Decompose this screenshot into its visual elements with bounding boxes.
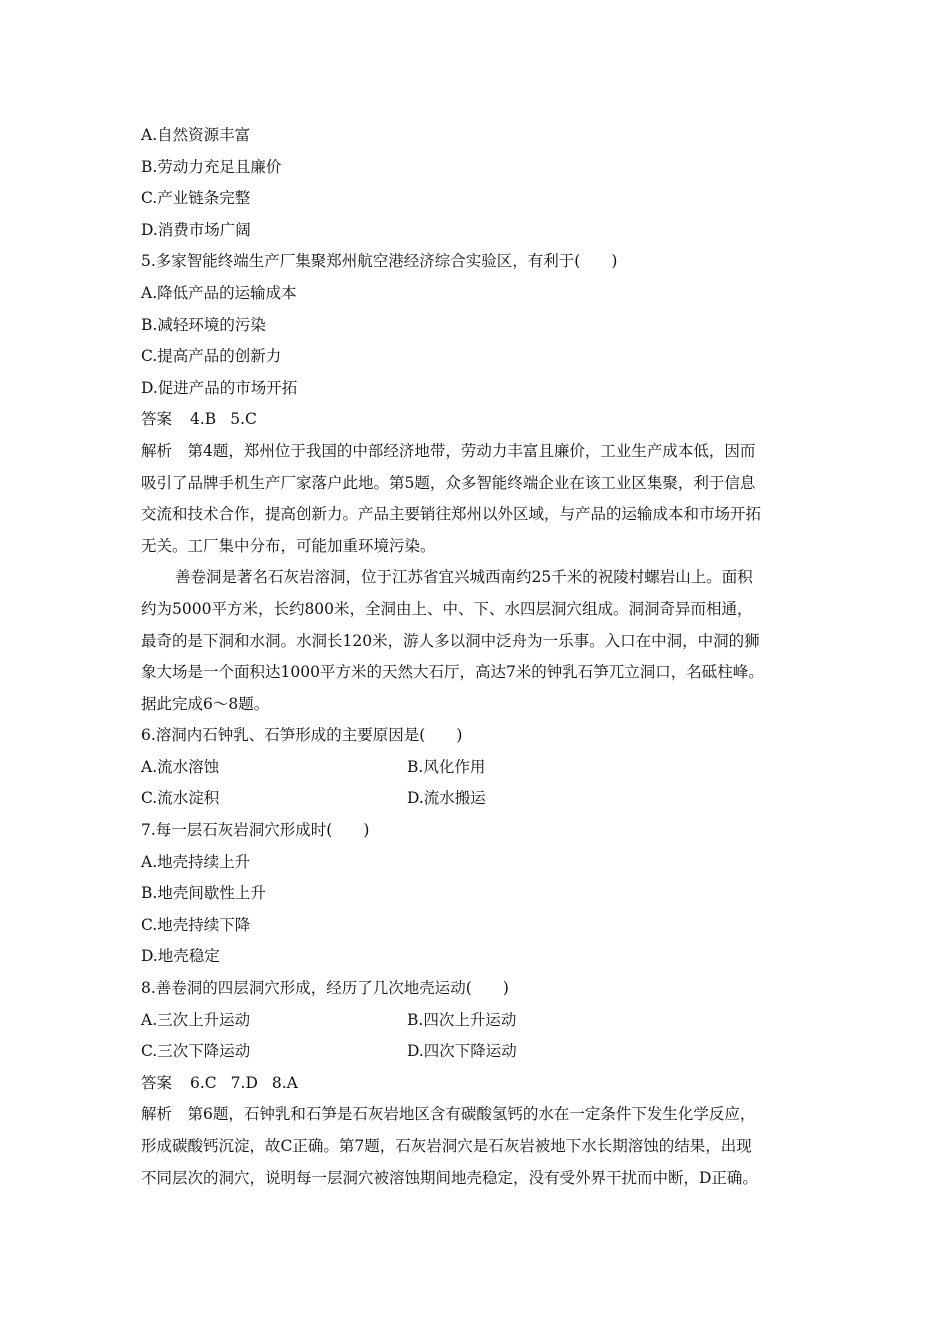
q7-option-a: A.地壳持续上升	[141, 852, 251, 871]
analysis-line: 不同层次的洞穴，说明每一层洞穴被溶蚀期间地壳稳定，没有受外界干扰而中断，D正确。	[141, 1168, 758, 1187]
question-5	[141, 246, 821, 404]
q4-option-d: D.消费市场广阔	[141, 220, 251, 239]
document-page	[141, 120, 821, 1194]
answer-item: 8.A	[271, 1073, 298, 1092]
analysis-line: 形成碳酸钙沉淀，故C正确。第7题，石灰岩洞穴是石灰岩被地下水长期溶蚀的结果，出现	[141, 1137, 752, 1155]
analysis-line: 解析 第6题，石钟乳和石笋是石灰岩地区含有碳酸氢钙的水在一定条件下发生化学反应，	[141, 1105, 756, 1124]
q8-option-d: D.四次下降运动	[407, 1042, 517, 1061]
passage-line: 约为5000平方米，长约800米，全洞由上、中、下、水四层洞穴组成。洞洞奇异而相通，	[141, 599, 753, 618]
q5-option-b: B.减轻环境的污染	[141, 315, 266, 334]
q4-option-c: C.产业链条完整	[141, 189, 251, 208]
passage-line: 象大场是一个面积达1000平方米的天然大石厅，高达7米的钟乳石笋兀立洞口，名砥柱峰。	[141, 663, 764, 682]
q8-option-b: B.四次上升运动	[407, 1010, 517, 1029]
q8-stem: 8.善卷洞的四层洞穴形成，经历了几次地壳运动( )	[141, 979, 509, 998]
q4-option-a: A.自然资源丰富	[141, 126, 251, 144]
q4-option-b: B.劳动力充足且廉价	[141, 157, 282, 176]
q8-options-row	[141, 1036, 821, 1068]
q6-stem: 6.溶洞内石钟乳、石笋形成的主要原因是( )	[141, 726, 463, 745]
q5-option-d: D.促进产品的市场开拓	[141, 378, 298, 397]
answer-4-5	[141, 404, 821, 436]
q6-options-row	[141, 783, 821, 815]
passage-line: 据此完成6～8题。	[141, 694, 270, 713]
passage	[141, 562, 821, 720]
answer-item: 6.C	[190, 1073, 217, 1092]
answer-item: 5.C	[230, 410, 257, 429]
q5-stem: 5.多家智能终端生产厂集聚郑州航空港经济综合实验区，有利于( )	[141, 252, 618, 271]
analysis-line: 解析 第4题，郑州位于我国的中部经济地带，劳动力丰富且廉价，工业生产成本低，因而	[141, 441, 756, 460]
passage-line: 善卷洞是著名石灰岩溶洞，位于江苏省宜兴城西南约25千米的祝陵村螺岩山上。面积	[175, 568, 753, 587]
q6-option-a: A.流水溶蚀	[141, 757, 220, 776]
analysis-line: 交流和技术合作，提高创新力。产品主要销往郑州以外区域，与产品的运输成本和市场开拓	[141, 505, 762, 524]
q6-option-c: C.流水淀积	[141, 789, 220, 808]
passage-line: 最奇的是下洞和水洞。水洞长120米，游人多以洞中泛舟为一乐事。入口在中洞，中洞的狮	[141, 631, 760, 650]
q7-option-c: C.地壳持续下降	[141, 915, 251, 934]
q4-options	[141, 120, 821, 246]
question-7	[141, 815, 821, 973]
q7-stem: 7.每一层石灰岩洞穴形成时( )	[141, 821, 370, 840]
q6-options-row	[141, 752, 821, 784]
q8-option-c: C.三次下降运动	[141, 1042, 251, 1061]
answer-label: 答案	[141, 410, 173, 429]
question-8	[141, 973, 821, 1068]
question-6	[141, 720, 821, 815]
answer-item: 4.B	[190, 410, 217, 429]
q7-option-b: B.地壳间歇性上升	[141, 884, 266, 903]
q5-option-a: A.降低产品的运输成本	[141, 283, 297, 302]
analysis-line: 无关。工厂集中分布，可能加重环境污染。	[141, 536, 436, 555]
q7-option-d: D.地壳稳定	[141, 947, 220, 966]
answer-6-8	[141, 1068, 821, 1100]
analysis-6-8	[141, 1099, 821, 1194]
analysis-4-5	[141, 436, 821, 562]
q5-option-c: C.提高产品的创新力	[141, 347, 282, 366]
answer-item: 7.D	[230, 1073, 258, 1092]
answer-label: 答案	[141, 1073, 173, 1092]
q6-option-b: B.风化作用	[407, 757, 486, 776]
q8-options-row	[141, 1005, 821, 1037]
analysis-line: 吸引了品牌手机生产厂家落户此地。第5题，众多智能终端企业在该工业区集聚，利于信息	[141, 473, 756, 492]
q6-option-d: D.流水搬运	[407, 789, 486, 808]
q8-option-a: A.三次上升运动	[141, 1010, 251, 1029]
